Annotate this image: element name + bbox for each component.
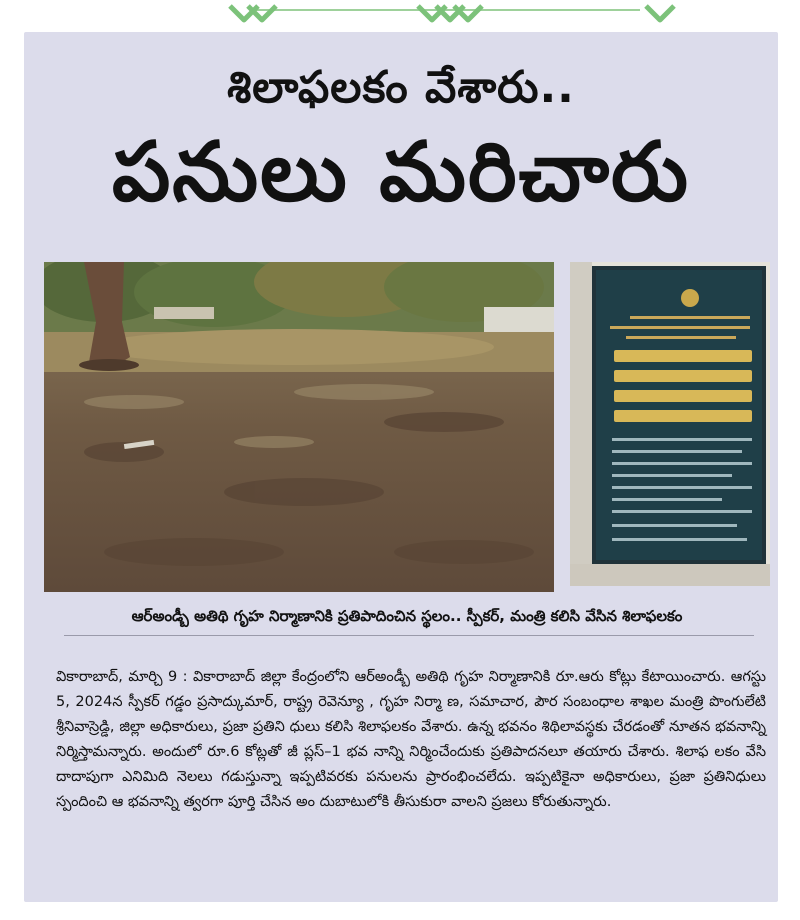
headline-main: పనులు మరిచారు xyxy=(111,125,691,220)
foundation-stone-photo xyxy=(570,262,770,586)
photo-caption: ఆర్అండ్బీ అతిథి గృహ నిర్మాణానికి ప్రతిపాదించిన స్థలం.. స్పీకర్, మంత్రి కలిసి వేసిన శిలాఫలకం xyxy=(131,607,683,625)
caption-divider xyxy=(64,635,754,636)
headline-kicker: శిలాఫలకం వేశారు.. xyxy=(227,62,575,113)
article-panel xyxy=(24,32,778,902)
top-decoration xyxy=(0,0,800,26)
site-photo xyxy=(44,262,554,592)
site-photo-image xyxy=(44,262,554,592)
foundation-plaque-image xyxy=(570,262,770,586)
article-body: వికారాబాద్, మార్చి 9 : వికారాబాద్ జిల్లా కేంద్రంలోని ఆర్అండ్బీ అతిథి గృహ నిర్మాణానికి రూ.ఆరు కోట్లు కేటాయించారు. ఆగస్టు 5, 2024న స్పీకర్ గడ్డం ప్రసాద్కుమార్, రాష్ట్ర రెవెన్యూ , గృహ నిర్మా ణ, సమాచార, పౌర సంబంధాల శాఖల మంత్రి పొంగులేటి శ్రీనివాస్రెడ్డి, జిల్లా అధికారులు, ప్రజా ప్రతిని ధులు కలిసి శిలాఫలకం వేశారు. ఉన్న భవనం శిథిలావస్థకు చేరడంతో నూతన భవనాన్ని నిర్మిస్తామన్నారు. అందులో రూ.6 కోట్లతో జీ ప్లస్–1 భవ నాన్ని నిర్మించేందుకు ప్రతిపాదనలూ తయారు చేశారు. శిలాఫ లకం వేసి దాదాపుగా ఎనిమిది నెలలు గడుస్తున్నా ఇప్పటివరకు పనులను ప్రారంభించలేదు. ఇప్పటికైనా అధికారులు, ప్రజా ప్రతినిధులు స్పందించి ఆ భవనాన్ని త్వరగా పూర్తి చేసిన అం దుబాటులోకి తీసుకురా వాలని ప్రజలు కోరుతున్నారు. xyxy=(56,669,766,810)
